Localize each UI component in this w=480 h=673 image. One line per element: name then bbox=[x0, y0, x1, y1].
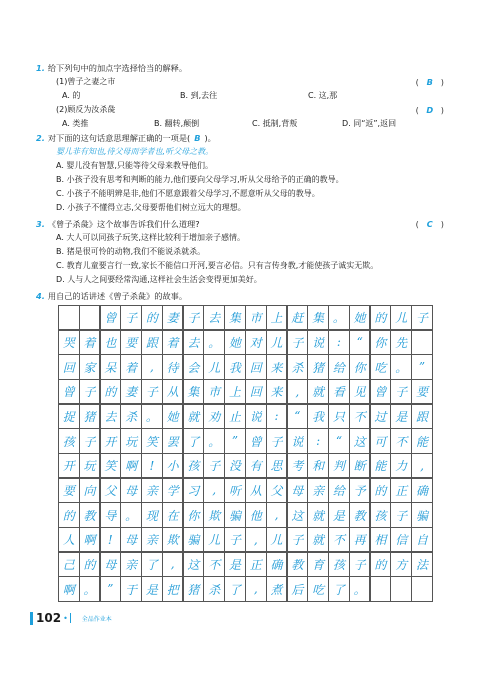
grid-cell: 子 bbox=[349, 552, 371, 577]
grid-cell: 的 bbox=[141, 305, 163, 330]
grid-cell: 子 bbox=[203, 453, 225, 478]
grid-cell: , bbox=[245, 576, 267, 601]
grid-cell: 了 bbox=[141, 552, 163, 577]
grid-cell: 孩 bbox=[328, 552, 350, 577]
grid-cell: 哭 bbox=[58, 330, 80, 355]
grid-cell: 了 bbox=[183, 428, 205, 453]
grid-cell: 子 bbox=[224, 527, 246, 552]
grid-cell: 见 bbox=[349, 379, 371, 404]
q1-sub2-option-a: A. 类推 bbox=[62, 119, 89, 128]
grid-cell: 子 bbox=[183, 305, 205, 330]
grid-cell: 待 bbox=[162, 354, 184, 379]
grid-cell: 是 bbox=[224, 552, 246, 577]
footer-accent-bar bbox=[30, 612, 33, 625]
grid-cell: 子 bbox=[390, 379, 412, 404]
grid-cell: 会 bbox=[183, 354, 205, 379]
q3-option-b: B. 猪是很可怜的动物,我们不能说杀就杀。 bbox=[56, 247, 206, 256]
grid-cell: 儿 bbox=[203, 527, 225, 552]
q2-text-end: )。 bbox=[204, 133, 216, 143]
grid-cell: 自 bbox=[411, 527, 433, 552]
grid-cell: 妻 bbox=[120, 379, 142, 404]
grid-cell: 猪 bbox=[307, 354, 329, 379]
grid-cell: ” bbox=[224, 428, 246, 453]
grid-cell: 了 bbox=[328, 576, 350, 601]
grid-cell: 着 bbox=[120, 354, 142, 379]
grid-cell: 不 bbox=[328, 527, 350, 552]
footer-separator: • bbox=[63, 613, 68, 623]
grid-cell: 的 bbox=[370, 478, 392, 503]
grid-cell: ! bbox=[141, 453, 163, 478]
grid-cell: 。 bbox=[390, 354, 412, 379]
grid-cell: 不 bbox=[390, 428, 412, 453]
q4-stem bbox=[36, 290, 448, 302]
grid-cell: 从 bbox=[162, 379, 184, 404]
grid-cell: 对 bbox=[245, 330, 267, 355]
q1-text: 给下列句中的加点字选择恰当的解释。 bbox=[47, 63, 188, 73]
grid-cell: 断 bbox=[349, 453, 371, 478]
grid-cell: 子 bbox=[411, 305, 433, 330]
paren-close: ) bbox=[440, 219, 444, 229]
grid-cell: 于 bbox=[120, 576, 142, 601]
q1-sub2-option-c: C. 抵制,背叛 bbox=[252, 119, 298, 128]
book-title: 全品作业本 bbox=[81, 615, 112, 623]
grid-cell: 。 bbox=[141, 404, 163, 429]
q1-stem bbox=[36, 62, 448, 74]
grid-cell: 是 bbox=[141, 576, 163, 601]
q2-option-b: B. 小孩子没有思考和判断的能力,他们要向父母学习,听从父母给予的正确的教导。 bbox=[56, 175, 344, 184]
q1-sub1-option-a: A. 的 bbox=[62, 91, 81, 100]
q3-number: 3. bbox=[36, 219, 45, 229]
grid-cell: 正 bbox=[390, 478, 412, 503]
grid-cell: 子 bbox=[287, 527, 309, 552]
grid-cell: 予 bbox=[349, 478, 371, 503]
grid-cell: 给 bbox=[328, 354, 350, 379]
grid-cell: 儿 bbox=[266, 330, 288, 355]
grid-cell: 的 bbox=[58, 502, 80, 527]
q2-stem bbox=[36, 132, 448, 144]
grid-cell: 确 bbox=[266, 552, 288, 577]
q3-option-d: D. 人与人之间要经常沟通,这样社会生活会变得更加美好。 bbox=[56, 275, 262, 284]
grid-cell: 就 bbox=[307, 527, 329, 552]
grid-cell: 。 bbox=[349, 576, 371, 601]
paren-open: ( bbox=[415, 219, 419, 229]
q1-sub1-option-c: C. 这,那 bbox=[308, 91, 338, 100]
grid-cell: 这 bbox=[349, 428, 371, 453]
grid-cell: 听 bbox=[224, 478, 246, 503]
grid-cell: 跟 bbox=[141, 330, 163, 355]
grid-cell: “ bbox=[287, 404, 309, 429]
grid-cell bbox=[58, 305, 80, 330]
grid-cell: 儿 bbox=[390, 305, 412, 330]
grid-cell: 啊 bbox=[58, 576, 80, 601]
grid-cell: 啊 bbox=[120, 453, 142, 478]
grid-cell: 开 bbox=[100, 428, 122, 453]
grid-cell bbox=[390, 576, 412, 601]
grid-cell: 这 bbox=[287, 502, 309, 527]
q2-number: 2. bbox=[36, 133, 45, 143]
q4-text: 用自己的话讲述《曾子杀彘》的故事。 bbox=[47, 291, 188, 301]
grid-cell: 子 bbox=[141, 379, 163, 404]
grid-cell: : bbox=[266, 404, 288, 429]
grid-cell: 要 bbox=[120, 330, 142, 355]
grid-cell: 跟 bbox=[411, 404, 433, 429]
grid-cell: 正 bbox=[245, 552, 267, 577]
grid-cell: , bbox=[287, 379, 309, 404]
grid-cell: 把 bbox=[162, 576, 184, 601]
grid-cell: 信 bbox=[390, 527, 412, 552]
q2-option-c: C. 小孩子不能明辨是非,他们不愿意跟着父母学习,不愿意听从父母的教导。 bbox=[56, 189, 320, 198]
grid-cell: 过 bbox=[370, 404, 392, 429]
grid-cell: 导 bbox=[100, 502, 122, 527]
grid-cell: 能 bbox=[411, 428, 433, 453]
grid-cell: 亲 bbox=[141, 478, 163, 503]
grid-cell: 母 bbox=[120, 527, 142, 552]
footer-divider bbox=[70, 613, 71, 623]
grid-cell bbox=[79, 305, 101, 330]
grid-cell: 来 bbox=[266, 379, 288, 404]
grid-cell: 孩 bbox=[183, 453, 205, 478]
grid-cell: 看 bbox=[328, 379, 350, 404]
grid-cell: 在 bbox=[162, 502, 184, 527]
grid-cell: 赶 bbox=[287, 305, 309, 330]
grid-cell: 亲 bbox=[307, 478, 329, 503]
grid-cell: 相 bbox=[370, 527, 392, 552]
grid-cell: 你 bbox=[183, 502, 205, 527]
grid-cell: 子 bbox=[266, 428, 288, 453]
grid-cell: , bbox=[411, 453, 433, 478]
grid-cell: 。 bbox=[120, 502, 142, 527]
grid-cell: 确 bbox=[411, 478, 433, 503]
grid-cell: 集 bbox=[307, 305, 329, 330]
page-number: 102 bbox=[36, 611, 62, 625]
grid-cell: 你 bbox=[370, 330, 392, 355]
grid-cell: 回 bbox=[58, 354, 80, 379]
grid-cell: 的 bbox=[370, 305, 392, 330]
grid-cell: 孩 bbox=[370, 502, 392, 527]
grid-cell: 骗 bbox=[183, 527, 205, 552]
grid-cell: 罢 bbox=[162, 428, 184, 453]
grid-cell: , bbox=[162, 552, 184, 577]
grid-cell: ” bbox=[411, 354, 433, 379]
q1-sub2-answer bbox=[416, 104, 444, 116]
grid-cell: 她 bbox=[162, 404, 184, 429]
paren-close: ) bbox=[440, 77, 444, 87]
grid-cell: 啊 bbox=[79, 527, 101, 552]
grid-cell: 也 bbox=[100, 330, 122, 355]
grid-cell: 。 bbox=[203, 330, 225, 355]
grid-cell: 着 bbox=[162, 330, 184, 355]
grid-cell: 上 bbox=[266, 305, 288, 330]
grid-cell: 教 bbox=[349, 502, 371, 527]
grid-cell: 劝 bbox=[203, 404, 225, 429]
grid-cell: 方 bbox=[390, 552, 412, 577]
paren-close: ) bbox=[440, 105, 444, 115]
grid-cell: 曾 bbox=[370, 379, 392, 404]
grid-cell: 着 bbox=[79, 330, 101, 355]
paren-open: ( bbox=[415, 77, 419, 87]
grid-cell: 母 bbox=[100, 552, 122, 577]
q2-quote: 婴儿非有知也,待父母而学者也,听父母之教。 bbox=[56, 147, 214, 156]
grid-cell: 她 bbox=[349, 305, 371, 330]
grid-cell bbox=[411, 576, 433, 601]
grid-cell: ” bbox=[100, 576, 122, 601]
grid-cell: 骗 bbox=[224, 502, 246, 527]
grid-cell: : bbox=[307, 428, 329, 453]
grid-cell: 市 bbox=[245, 305, 267, 330]
grid-cell: “ bbox=[328, 428, 350, 453]
grid-cell: 他 bbox=[245, 502, 267, 527]
grid-cell: 学 bbox=[162, 478, 184, 503]
grid-cell: 猪 bbox=[79, 404, 101, 429]
grid-cell: 育 bbox=[307, 552, 329, 577]
grid-cell: 的 bbox=[79, 552, 101, 577]
q3-answer-letter: C bbox=[426, 219, 433, 229]
grid-cell: 集 bbox=[183, 379, 205, 404]
grid-cell: 吃 bbox=[370, 354, 392, 379]
q3-option-c: C. 教育儿童要言行一致,家长不能信口开河,要言必信。只有言传身教,才能使孩子诚实无欺。 bbox=[56, 261, 379, 270]
grid-cell: 说 bbox=[245, 404, 267, 429]
q3-option-a: A. 大人可以同孩子玩笑,这样比较利于增加亲子感情。 bbox=[56, 233, 245, 242]
grid-cell: 没 bbox=[224, 453, 246, 478]
grid-cell: 市 bbox=[203, 379, 225, 404]
grid-cell: : bbox=[328, 330, 350, 355]
grid-cell bbox=[370, 576, 392, 601]
grid-cell: 人 bbox=[58, 527, 80, 552]
grid-cell: 教 bbox=[79, 502, 101, 527]
grid-cell: 有 bbox=[245, 453, 267, 478]
grid-cell: 你 bbox=[349, 354, 371, 379]
q3-stem bbox=[36, 218, 448, 230]
grid-cell: 亲 bbox=[141, 527, 163, 552]
page-footer bbox=[30, 611, 112, 625]
q3-answer bbox=[416, 218, 444, 230]
grid-cell: 习 bbox=[183, 478, 205, 503]
grid-cell: 玩 bbox=[79, 453, 101, 478]
grid-cell: , bbox=[141, 354, 163, 379]
grid-cell: 要 bbox=[58, 478, 80, 503]
grid-cell: 止 bbox=[224, 404, 246, 429]
grid-cell: 子 bbox=[287, 330, 309, 355]
grid-cell: 去 bbox=[203, 305, 225, 330]
q1-number: 1. bbox=[36, 63, 45, 73]
grid-cell: 玩 bbox=[120, 428, 142, 453]
grid-cell: 了 bbox=[224, 576, 246, 601]
grid-cell: 。 bbox=[203, 428, 225, 453]
grid-cell: 向 bbox=[79, 478, 101, 503]
grid-cell: 吃 bbox=[307, 576, 329, 601]
grid-cell: 去 bbox=[100, 404, 122, 429]
grid-cell: 教 bbox=[287, 552, 309, 577]
grid-cell: 法 bbox=[411, 552, 433, 577]
grid-cell: 捉 bbox=[58, 404, 80, 429]
q2-option-a: A. 婴儿没有智慧,只能等待父母来教导他们。 bbox=[56, 161, 213, 170]
grid-cell: 是 bbox=[390, 404, 412, 429]
grid-cell: 就 bbox=[307, 379, 329, 404]
grid-cell: 的 bbox=[100, 379, 122, 404]
grid-cell: 我 bbox=[307, 404, 329, 429]
grid-cell: 开 bbox=[58, 453, 80, 478]
grid-cell: 回 bbox=[245, 379, 267, 404]
q4-number: 4. bbox=[36, 291, 45, 301]
grid-cell: 猪 bbox=[183, 576, 205, 601]
grid-cell: 笑 bbox=[141, 428, 163, 453]
grid-cell: 力 bbox=[390, 453, 412, 478]
grid-cell: 和 bbox=[307, 453, 329, 478]
grid-cell: 曾 bbox=[245, 428, 267, 453]
grid-cell: 杀 bbox=[287, 354, 309, 379]
grid-cell: 小 bbox=[162, 453, 184, 478]
q1-sub1-answer-letter: B bbox=[426, 77, 433, 87]
grid-cell: 己 bbox=[58, 552, 80, 577]
grid-cell: 不 bbox=[203, 552, 225, 577]
grid-cell: 后 bbox=[287, 576, 309, 601]
grid-cell: 父 bbox=[100, 478, 122, 503]
grid-cell: ! bbox=[100, 527, 122, 552]
grid-cell: 给 bbox=[328, 478, 350, 503]
grid-cell: 现 bbox=[141, 502, 163, 527]
grid-cell: 集 bbox=[224, 305, 246, 330]
grid-cell: 曾 bbox=[100, 305, 122, 330]
grid-cell: 这 bbox=[183, 552, 205, 577]
grid-cell: 去 bbox=[183, 330, 205, 355]
grid-cell: 不 bbox=[349, 404, 371, 429]
grid-cell: 欺 bbox=[162, 527, 184, 552]
grid-cell: 说 bbox=[307, 330, 329, 355]
grid-cell bbox=[411, 330, 433, 355]
q1-sub2-option-b: B. 翻转,颠倒 bbox=[154, 119, 200, 128]
q1-sub1-option-b: B. 到,去往 bbox=[180, 91, 218, 100]
grid-cell: 的 bbox=[370, 552, 392, 577]
grid-cell: 能 bbox=[370, 453, 392, 478]
grid-cell: 骗 bbox=[411, 502, 433, 527]
grid-cell: 子 bbox=[79, 428, 101, 453]
grid-cell: 。 bbox=[328, 305, 350, 330]
grid-cell: 曾 bbox=[58, 379, 80, 404]
q3-text: 《曾子杀彘》这个故事告诉我们什么道理? bbox=[47, 219, 200, 229]
essay-grid bbox=[58, 305, 432, 601]
grid-cell: 子 bbox=[120, 305, 142, 330]
grid-cell: , bbox=[245, 527, 267, 552]
grid-cell: 欺 bbox=[203, 502, 225, 527]
grid-cell: 杀 bbox=[120, 404, 142, 429]
grid-cell: 来 bbox=[266, 354, 288, 379]
grid-cell: 我 bbox=[224, 354, 246, 379]
grid-cell: 就 bbox=[183, 404, 205, 429]
q1-sub2-option-d: D. 同“返”,返回 bbox=[342, 119, 397, 128]
grid-cell: 妻 bbox=[162, 305, 184, 330]
paren-open: ( bbox=[415, 105, 419, 115]
grid-cell: 思 bbox=[266, 453, 288, 478]
grid-cell: 子 bbox=[390, 502, 412, 527]
grid-cell: 判 bbox=[328, 453, 350, 478]
grid-cell: “ bbox=[349, 330, 371, 355]
q1-sub1-label: (1)曾子之妻之市 bbox=[56, 77, 116, 86]
grid-cell: 子 bbox=[79, 379, 101, 404]
q2-answer-letter: B bbox=[194, 133, 201, 143]
grid-cell: 说 bbox=[287, 428, 309, 453]
grid-cell: 家 bbox=[79, 354, 101, 379]
grid-cell: 孩 bbox=[58, 428, 80, 453]
grid-cell: 再 bbox=[349, 527, 371, 552]
q1-sub2-answer-letter: D bbox=[426, 105, 434, 115]
grid-cell: , bbox=[266, 502, 288, 527]
grid-cell: 是 bbox=[328, 502, 350, 527]
grid-cell: 儿 bbox=[203, 354, 225, 379]
grid-cell: 母 bbox=[120, 478, 142, 503]
grid-cell: 。 bbox=[79, 576, 101, 601]
grid-cell: 就 bbox=[307, 502, 329, 527]
q1-sub1-answer bbox=[416, 76, 444, 88]
grid-cell: 母 bbox=[287, 478, 309, 503]
q2-option-d: D. 小孩子不懂得立志,父母要帮他们树立远大的理想。 bbox=[56, 203, 246, 212]
grid-cell: 从 bbox=[245, 478, 267, 503]
grid-cell: , bbox=[203, 478, 225, 503]
q2-text: 对下面的这句话意思理解正确的一项是( bbox=[47, 133, 191, 143]
grid-cell: 亲 bbox=[120, 552, 142, 577]
grid-cell: 只 bbox=[328, 404, 350, 429]
grid-cell: 煮 bbox=[266, 576, 288, 601]
grid-cell: 先 bbox=[390, 330, 412, 355]
grid-cell: 上 bbox=[224, 379, 246, 404]
grid-cell: 考 bbox=[287, 453, 309, 478]
grid-cell: 笑 bbox=[100, 453, 122, 478]
grid-cell: 杀 bbox=[203, 576, 225, 601]
grid-cell: 父 bbox=[266, 478, 288, 503]
grid-cell: 可 bbox=[370, 428, 392, 453]
grid-cell: 儿 bbox=[266, 527, 288, 552]
q1-sub2-label: (2)顾反为汝杀彘 bbox=[56, 105, 116, 114]
grid-cell: 回 bbox=[245, 354, 267, 379]
grid-cell: 要 bbox=[411, 379, 433, 404]
grid-cell: 呆 bbox=[100, 354, 122, 379]
grid-cell: 她 bbox=[224, 330, 246, 355]
